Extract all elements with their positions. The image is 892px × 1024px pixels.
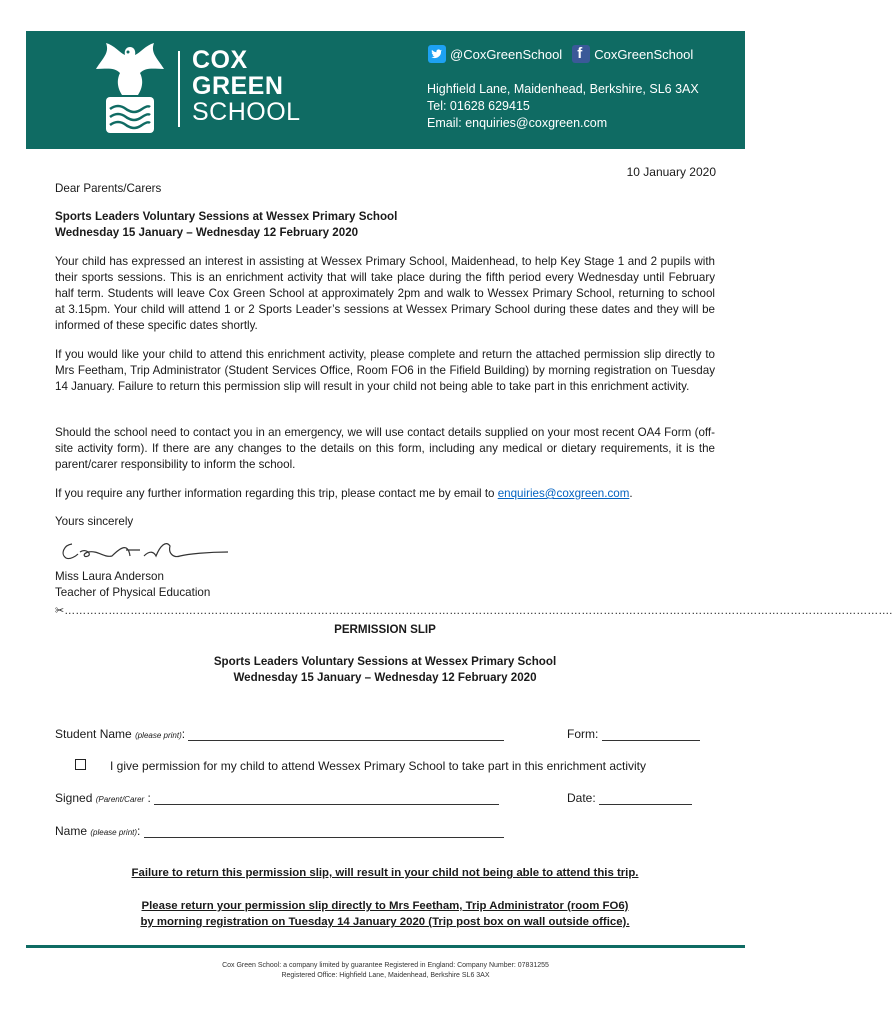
address: Highfield Lane, Maidenhead, Berkshire, SL6 3AX: [427, 82, 699, 96]
letter-title-line-2: Wednesday 15 January – Wednesday 12 February 2020: [55, 226, 359, 239]
name-hint: (please print): [90, 828, 138, 837]
school-name-line-3: SCHOOL: [192, 98, 301, 126]
logo-divider: [178, 51, 180, 127]
twitter-handle[interactable]: @CoxGreenSchool: [450, 46, 563, 62]
signed-colon: :: [147, 791, 151, 805]
school-name: [192, 47, 301, 125]
signed-field[interactable]: [55, 791, 499, 805]
permission-checkbox[interactable]: [75, 759, 86, 770]
signatory-role: Teacher of Physical Education: [55, 586, 211, 599]
student-name-colon: :: [181, 727, 186, 741]
email: Email: enquiries@coxgreen.com: [427, 116, 608, 130]
return-line-2: by morning registration on Tuesday 14 January 2020 (Trip post box on wall outside office).: [140, 916, 630, 928]
school-crest-logo: [92, 39, 168, 141]
paragraph-1: Your child has expressed an interest in assisting at Wessex Primary School, Maidenhead, to help Key Stage 1 and 2 pupils with their sports sessions. This is an enrichment activity that will take place during the fifth period every Wednesday until February half term. Students will leave Cox Green School at approximately 2pm and walk to Wessex Primary School, returning to school at 3.15pm. Your child will attend 1 or 2 Sports Leader’s sessions at Wessex Primary School during these dates and they will be informed of these specific dates shortly.: [55, 255, 715, 332]
form-field[interactable]: [567, 727, 700, 741]
permission-slip-heading: PERMISSION SLIP: [334, 623, 436, 636]
student-name-field[interactable]: [55, 727, 504, 741]
student-name-label: Student Name: [55, 727, 132, 741]
name-colon: :: [137, 824, 141, 838]
signed-label: Signed: [55, 791, 93, 805]
slip-title-line-1: Sports Leaders Voluntary Sessions at Wessex Primary School: [213, 655, 557, 668]
slip-title: [55, 654, 715, 686]
name-label: Name: [55, 824, 88, 838]
footer-line-1: Cox Green School: a company limited by guarantee Registered in England: Company Number: 07831255: [222, 962, 549, 969]
date-label: Date:: [567, 791, 596, 805]
letter-title-line-1: Sports Leaders Voluntary Sessions at Wessex Primary School: [55, 210, 398, 223]
footer: [26, 961, 745, 981]
slip-title-line-2: Wednesday 15 January – Wednesday 12 February 2020: [233, 671, 537, 684]
signatory-name: Miss Laura Anderson: [55, 570, 164, 583]
student-name-hint: (please print): [135, 731, 182, 740]
twitter-icon: [428, 45, 446, 63]
school-name-line-2: GREEN: [192, 72, 284, 100]
facebook-icon: [572, 45, 590, 63]
telephone: Tel: 01628 629415: [427, 99, 530, 113]
footer-rule: [26, 945, 745, 948]
paragraph-4: [55, 486, 715, 502]
social-links: [428, 45, 693, 63]
name-line[interactable]: [144, 825, 504, 838]
paragraph-3: Should the school need to contact you in an emergency, we will use contact details supplied on your most recent OA4 Form (off-site activity form). If there are any changes to the details on this form, including any medical or dietary requirements, it is the parent/carer responsibility to inform the school.: [55, 426, 715, 471]
salutation: Dear Parents/Carers: [55, 182, 162, 195]
contact-details: [427, 81, 699, 132]
warning-line: Failure to return this permission slip, will result in your child not being able to attend this trip.: [131, 867, 639, 879]
closing: Yours sincerely: [55, 515, 134, 528]
letterhead: [26, 31, 745, 149]
email-link[interactable]: enquiries@coxgreen.com: [497, 487, 630, 500]
paragraph-2: If you would like your child to attend this enrichment activity, please complete and return the attached permission slip directly to Mrs Feetham, Trip Administrator (Student Services Office, Room FO6 in the Fifield Building) by morning registration on Tuesday 14 January. Failure to return this permission slip will result in your child not being able to take part in this enrichment activity.: [55, 348, 715, 393]
signatory: [55, 569, 715, 601]
footer-line-2: Registered Office: Highfield Lane, Maidenhead, Berkshire SL6 3AX: [281, 972, 490, 979]
signature: [58, 536, 233, 564]
facebook-handle[interactable]: CoxGreenSchool: [594, 46, 694, 62]
form-line[interactable]: [602, 728, 700, 741]
date-field[interactable]: [567, 791, 692, 805]
letter-date: 10 January 2020: [626, 165, 716, 179]
paragraph-4-text: If you require any further information regarding this trip, please contact me by email to: [55, 487, 498, 500]
school-name-line-1: COX: [192, 46, 248, 74]
cut-line: ✂……………………………………………………………………………………………………………………………………………………………………………………………………….: [55, 605, 892, 617]
date-line[interactable]: [599, 792, 692, 805]
return-line-1: Please return your permission slip directly to Mrs Feetham, Trip Administrator (room FO6): [141, 900, 629, 912]
warning-text: [55, 865, 715, 881]
permission-statement: I give permission for my child to attend Wessex Primary School to take part in this enrichment activity: [110, 759, 646, 773]
paragraph-4-end: .: [629, 487, 633, 500]
signed-hint: (Parent/Carer: [95, 795, 145, 804]
letter-title: [55, 209, 715, 241]
signed-line[interactable]: [154, 792, 499, 805]
student-name-line[interactable]: [188, 728, 504, 741]
name-field[interactable]: [55, 824, 504, 838]
form-label: Form:: [567, 727, 599, 741]
return-instructions: [55, 898, 715, 930]
